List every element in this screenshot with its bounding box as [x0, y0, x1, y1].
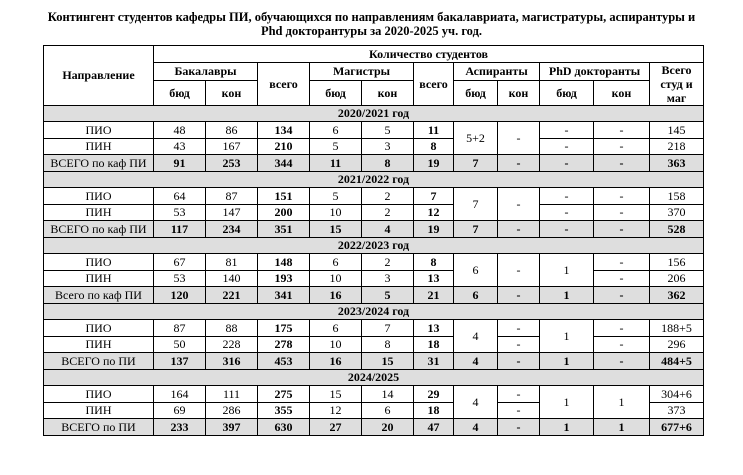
cell-mag-bud: 15 — [310, 386, 362, 403]
cell-mag-total: 13 — [414, 320, 454, 337]
total-all: 484+5 — [650, 353, 704, 370]
header-mag-kon: кон — [362, 81, 414, 105]
header-mag-bud: бюд — [310, 81, 362, 105]
cell-phd-bud: - — [540, 138, 594, 155]
cell-bach-total: 200 — [258, 204, 310, 221]
total-phd-kon: 1 — [594, 419, 650, 436]
total-bach-total: 630 — [258, 419, 310, 436]
header-phd: PhD докторанты — [540, 62, 650, 81]
row-direction: ПИО — [44, 386, 154, 403]
cell-bach-kon: 88 — [206, 320, 258, 337]
row-direction: ПИО — [44, 122, 154, 139]
total-asp-kon: - — [498, 221, 540, 238]
table-row — [44, 138, 704, 155]
total-asp-bud: 6 — [454, 287, 498, 304]
total-bach-total: 344 — [258, 155, 310, 172]
cell-bach-kon: 167 — [206, 138, 258, 155]
cell-asp-bud: 5+2 — [454, 122, 498, 155]
total-mag-kon: 8 — [362, 155, 414, 172]
total-all: 677+6 — [650, 419, 704, 436]
table-row — [44, 320, 704, 337]
cell-mag-total: 12 — [414, 204, 454, 221]
total-phd-bud: 1 — [540, 419, 594, 436]
cell-mag-kon: 2 — [362, 188, 414, 205]
cell-mag-bud: 5 — [310, 188, 362, 205]
header-masters-total: всего — [414, 62, 454, 105]
total-bach-bud: 117 — [154, 221, 206, 238]
cell-total-all: 156 — [650, 254, 704, 271]
total-mag-total: 19 — [414, 155, 454, 172]
cell-bach-kon: 81 — [206, 254, 258, 271]
total-bach-kon: 253 — [206, 155, 258, 172]
cell-bach-kon: 286 — [206, 402, 258, 419]
table-row — [44, 122, 704, 139]
cell-bach-total: 134 — [258, 122, 310, 139]
cell-asp-kon: - — [498, 402, 540, 419]
total-phd-bud: 1 — [540, 287, 594, 304]
cell-mag-total: 11 — [414, 122, 454, 139]
cell-phd-kon: - — [594, 320, 650, 337]
header-masters: Магистры — [310, 62, 414, 81]
year-header-row — [44, 369, 704, 386]
cell-phd-kon: 1 — [594, 386, 650, 419]
total-bach-total: 453 — [258, 353, 310, 370]
total-phd-kon: - — [594, 353, 650, 370]
cell-bach-total: 151 — [258, 188, 310, 205]
cell-bach-bud: 50 — [154, 336, 206, 353]
total-all: 362 — [650, 287, 704, 304]
cell-phd-kon: - — [594, 254, 650, 271]
cell-asp-kon: - — [498, 254, 540, 287]
total-row — [44, 221, 704, 238]
cell-bach-total: 210 — [258, 138, 310, 155]
header-asp-bud: бюд — [454, 81, 498, 105]
total-asp-kon: - — [498, 419, 540, 436]
total-phd-kon: - — [594, 287, 650, 304]
cell-phd-bud: 1 — [540, 254, 594, 287]
cell-asp-kon: - — [498, 320, 540, 337]
cell-total-all: 145 — [650, 122, 704, 139]
year-label: 2024/2025 — [44, 369, 704, 386]
total-mag-bud: 16 — [310, 287, 362, 304]
total-label: ВСЕГО по каф ПИ — [44, 155, 154, 172]
cell-mag-total: 18 — [414, 402, 454, 419]
cell-bach-bud: 87 — [154, 320, 206, 337]
cell-bach-bud: 69 — [154, 402, 206, 419]
cell-mag-total: 13 — [414, 270, 454, 287]
table-row — [44, 188, 704, 205]
total-bach-kon: 234 — [206, 221, 258, 238]
total-mag-bud: 11 — [310, 155, 362, 172]
header-count: Количество студентов — [154, 46, 704, 63]
header-phd-kon: кон — [594, 81, 650, 105]
cell-bach-total: 193 — [258, 270, 310, 287]
cell-bach-kon: 111 — [206, 386, 258, 403]
cell-phd-kon: - — [594, 188, 650, 205]
cell-bach-kon: 140 — [206, 270, 258, 287]
cell-asp-kon: - — [498, 122, 540, 155]
total-bach-bud: 137 — [154, 353, 206, 370]
cell-phd-kon: - — [594, 138, 650, 155]
total-bach-bud: 233 — [154, 419, 206, 436]
header-phd-bud: бюд — [540, 81, 594, 105]
cell-bach-bud: 48 — [154, 122, 206, 139]
year-header-row — [44, 171, 704, 188]
header-bachelors-total: всего — [258, 62, 310, 105]
row-direction: ПИН — [44, 204, 154, 221]
cell-total-all: 218 — [650, 138, 704, 155]
header-bach-bud: бюд — [154, 81, 206, 105]
total-phd-kon: - — [594, 221, 650, 238]
document-title — [0, 10, 743, 38]
cell-phd-bud: - — [540, 122, 594, 139]
cell-asp-bud: 4 — [454, 320, 498, 353]
total-bach-kon: 316 — [206, 353, 258, 370]
cell-total-all: 370 — [650, 204, 704, 221]
cell-bach-bud: 43 — [154, 138, 206, 155]
total-label: ВСЕГО по ПИ — [44, 353, 154, 370]
cell-total-all: 304+6 — [650, 386, 704, 403]
cell-phd-bud: - — [540, 204, 594, 221]
cell-phd-kon: - — [594, 270, 650, 287]
total-mag-kon: 15 — [362, 353, 414, 370]
total-row — [44, 353, 704, 370]
cell-mag-kon: 6 — [362, 402, 414, 419]
cell-bach-total: 275 — [258, 386, 310, 403]
total-label: ВСЕГО по каф ПИ — [44, 221, 154, 238]
row-direction: ПИО — [44, 320, 154, 337]
table-row — [44, 254, 704, 271]
table-row — [44, 270, 704, 287]
header-bachelors: Бакалавры — [154, 62, 258, 81]
total-bach-kon: 397 — [206, 419, 258, 436]
cell-bach-total: 148 — [258, 254, 310, 271]
total-mag-total: 21 — [414, 287, 454, 304]
total-mag-kon: 5 — [362, 287, 414, 304]
table-row — [44, 204, 704, 221]
total-asp-bud: 4 — [454, 419, 498, 436]
cell-total-all: 296 — [650, 336, 704, 353]
cell-asp-kon: - — [498, 336, 540, 353]
header-aspirants: Аспиранты — [454, 62, 540, 81]
title-line-1: Контингент студентов кафедры ПИ, обучающихся по направлениям бакалавриата, магистратуры, аспирантуры и — [47, 10, 696, 24]
year-header-row — [44, 303, 704, 320]
header-bach-kon: кон — [206, 81, 258, 105]
row-direction: ПИО — [44, 188, 154, 205]
year-label: 2023/2024 год — [44, 303, 704, 320]
total-label: Всего по каф ПИ — [44, 287, 154, 304]
cell-bach-bud: 67 — [154, 254, 206, 271]
total-mag-bud: 15 — [310, 221, 362, 238]
cell-phd-bud: 1 — [540, 320, 594, 353]
cell-mag-kon: 7 — [362, 320, 414, 337]
total-mag-total: 19 — [414, 221, 454, 238]
year-label: 2020/2021 год — [44, 105, 704, 122]
cell-phd-bud: - — [540, 188, 594, 205]
row-direction: ПИН — [44, 402, 154, 419]
header-asp-kon: кон — [498, 81, 540, 105]
total-asp-kon: - — [498, 353, 540, 370]
total-bach-total: 341 — [258, 287, 310, 304]
cell-bach-kon: 228 — [206, 336, 258, 353]
cell-bach-total: 355 — [258, 402, 310, 419]
cell-mag-kon: 2 — [362, 204, 414, 221]
row-direction: ПИО — [44, 254, 154, 271]
total-asp-bud: 4 — [454, 353, 498, 370]
cell-asp-kon: - — [498, 386, 540, 403]
cell-mag-total: 7 — [414, 188, 454, 205]
cell-mag-bud: 12 — [310, 402, 362, 419]
total-all: 528 — [650, 221, 704, 238]
year-header-row — [44, 105, 704, 122]
total-mag-bud: 16 — [310, 353, 362, 370]
cell-total-all: 373 — [650, 402, 704, 419]
cell-bach-bud: 53 — [154, 270, 206, 287]
total-phd-kon: - — [594, 155, 650, 172]
total-bach-bud: 120 — [154, 287, 206, 304]
total-bach-bud: 91 — [154, 155, 206, 172]
total-asp-kon: - — [498, 155, 540, 172]
year-label: 2022/2023 год — [44, 237, 704, 254]
cell-bach-kon: 86 — [206, 122, 258, 139]
cell-mag-kon: 2 — [362, 254, 414, 271]
cell-mag-kon: 5 — [362, 122, 414, 139]
cell-total-all: 188+5 — [650, 320, 704, 337]
cell-phd-kon: - — [594, 122, 650, 139]
total-phd-bud: - — [540, 221, 594, 238]
total-mag-bud: 27 — [310, 419, 362, 436]
title-line-2: Phd докторантуры за 2020-2025 уч. год. — [260, 24, 483, 38]
cell-asp-bud: 4 — [454, 386, 498, 419]
cell-mag-total: 8 — [414, 138, 454, 155]
cell-bach-bud: 64 — [154, 188, 206, 205]
cell-total-all: 206 — [650, 270, 704, 287]
total-asp-kon: - — [498, 287, 540, 304]
cell-mag-total: 29 — [414, 386, 454, 403]
total-asp-bud: 7 — [454, 155, 498, 172]
cell-phd-bud: 1 — [540, 386, 594, 419]
header-total-all: Всего студ и маг — [650, 62, 704, 105]
cell-bach-kon: 147 — [206, 204, 258, 221]
cell-bach-bud: 164 — [154, 386, 206, 403]
cell-mag-bud: 6 — [310, 254, 362, 271]
total-asp-bud: 7 — [454, 221, 498, 238]
cell-mag-total: 18 — [414, 336, 454, 353]
total-row — [44, 419, 704, 436]
header-direction: Направление — [44, 46, 154, 106]
total-mag-total: 47 — [414, 419, 454, 436]
row-direction: ПИН — [44, 336, 154, 353]
cell-mag-bud: 6 — [310, 320, 362, 337]
total-bach-total: 351 — [258, 221, 310, 238]
cell-mag-kon: 3 — [362, 138, 414, 155]
cell-mag-bud: 6 — [310, 122, 362, 139]
year-header-row — [44, 237, 704, 254]
total-mag-kon: 20 — [362, 419, 414, 436]
row-direction: ПИН — [44, 270, 154, 287]
total-bach-kon: 221 — [206, 287, 258, 304]
cell-bach-bud: 53 — [154, 204, 206, 221]
table-row — [44, 336, 704, 353]
total-row — [44, 155, 704, 172]
cell-asp-kon: - — [498, 188, 540, 221]
cell-mag-total: 8 — [414, 254, 454, 271]
total-label: ВСЕГО по ПИ — [44, 419, 154, 436]
cell-bach-total: 278 — [258, 336, 310, 353]
cell-asp-bud: 6 — [454, 254, 498, 287]
total-mag-kon: 4 — [362, 221, 414, 238]
year-label: 2021/2022 год — [44, 171, 704, 188]
cell-phd-kon: - — [594, 336, 650, 353]
cell-asp-bud: 7 — [454, 188, 498, 221]
cell-mag-bud: 10 — [310, 336, 362, 353]
cell-mag-kon: 3 — [362, 270, 414, 287]
total-phd-bud: 1 — [540, 353, 594, 370]
total-phd-bud: - — [540, 155, 594, 172]
cell-mag-kon: 8 — [362, 336, 414, 353]
cell-bach-total: 175 — [258, 320, 310, 337]
total-mag-total: 31 — [414, 353, 454, 370]
cell-mag-bud: 10 — [310, 204, 362, 221]
cell-phd-kon: - — [594, 204, 650, 221]
students-table — [43, 45, 704, 436]
total-all: 363 — [650, 155, 704, 172]
table-row — [44, 386, 704, 403]
row-direction: ПИН — [44, 138, 154, 155]
cell-mag-bud: 5 — [310, 138, 362, 155]
cell-bach-kon: 87 — [206, 188, 258, 205]
cell-total-all: 158 — [650, 188, 704, 205]
total-row — [44, 287, 704, 304]
cell-mag-bud: 10 — [310, 270, 362, 287]
cell-mag-kon: 14 — [362, 386, 414, 403]
